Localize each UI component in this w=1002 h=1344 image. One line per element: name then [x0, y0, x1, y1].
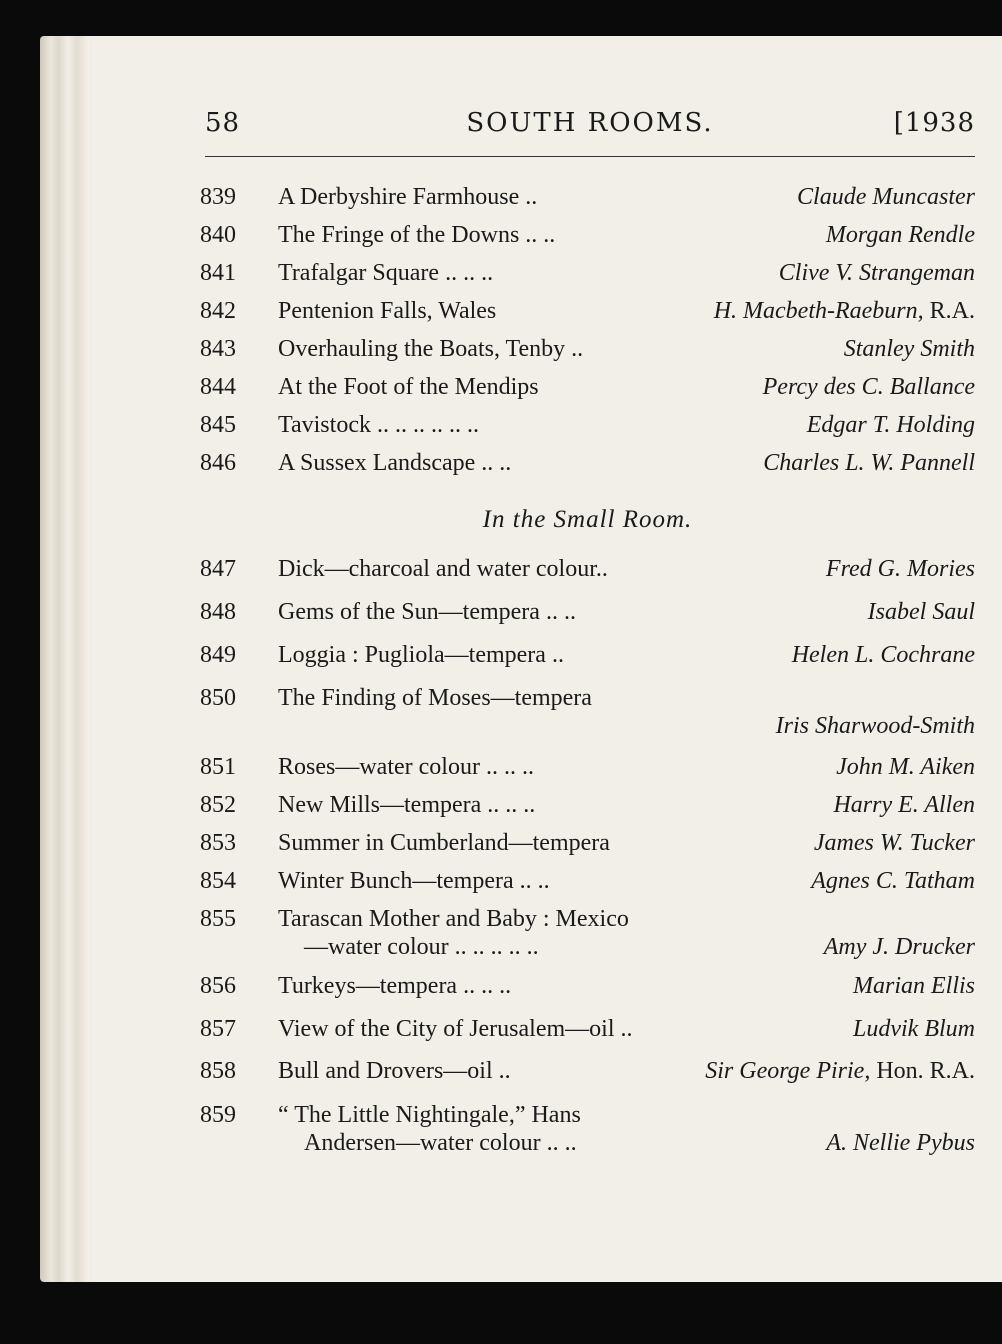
entry-number: 858: [200, 1058, 236, 1084]
entry-title: Dick—charcoal and water colour..: [278, 556, 608, 582]
entry-title: Turkeys—tempera .. .. ..: [278, 973, 512, 999]
entry-number: 842: [200, 298, 236, 324]
entry-artist: Iris Sharwood-Smith: [775, 713, 975, 739]
entry-number: 856: [200, 973, 236, 999]
entry-title: The Finding of Moses—tempera: [278, 685, 592, 711]
entry-title: Summer in Cumberland—tempera: [278, 830, 610, 856]
entry-artist: Sir George Pirie, Hon. R.A.: [705, 1058, 975, 1084]
entry-number: 847: [200, 556, 236, 582]
entry-number: 859: [200, 1102, 236, 1128]
entry-artist: Agnes C. Tatham: [811, 868, 975, 894]
page-header: [205, 108, 975, 148]
entry-artist: Edgar T. Holding: [806, 412, 975, 438]
entry-title: Overhauling the Boats, Tenby ..: [278, 336, 584, 362]
entry-number: 839: [200, 184, 236, 210]
entry-artist: A. Nellie Pybus: [826, 1130, 975, 1156]
entry-artist: Morgan Rendle: [825, 222, 975, 248]
entry-title: Winter Bunch—tempera .. ..: [278, 868, 550, 894]
header-rule: [205, 156, 975, 157]
entry-number: 853: [200, 830, 236, 856]
year-label: [1938: [893, 108, 975, 138]
entry-title: Bull and Drovers—oil ..: [278, 1058, 511, 1084]
entry-artist: Claude Muncaster: [797, 184, 975, 210]
entry-title: Gems of the Sun—tempera .. ..: [278, 599, 576, 625]
entry-artist: Amy J. Drucker: [823, 934, 975, 960]
entry-artist: Stanley Smith: [843, 336, 975, 362]
entry-title: New Mills—tempera .. .. ..: [278, 792, 536, 818]
entry-title: At the Foot of the Mendips: [278, 374, 539, 400]
entry-artist: Isabel Saul: [867, 599, 975, 625]
entry-title: Tarascan Mother and Baby : Mexico: [278, 906, 629, 932]
entry-artist: John M. Aiken: [836, 754, 975, 780]
entry-title: Tavistock .. .. .. .. .. ..: [278, 412, 479, 438]
entry-number: 852: [200, 792, 236, 818]
entry-artist: H. Macbeth-Raeburn, R.A.: [713, 298, 975, 324]
entry-number: 840: [200, 222, 236, 248]
entry-title: Roses—water colour .. .. ..: [278, 754, 534, 780]
entry-title: “ The Little Nightingale,” Hans: [278, 1102, 581, 1128]
entry-title-continued: —water colour .. .. .. .. ..: [304, 934, 539, 960]
page-number: 58: [205, 108, 241, 138]
entry-artist: Clive V. Strangeman: [778, 260, 975, 286]
entry-title: Trafalgar Square .. .. ..: [278, 260, 494, 286]
entry-number: 846: [200, 450, 236, 476]
entry-title: Loggia : Pugliola—tempera ..: [278, 642, 564, 668]
entry-number: 857: [200, 1016, 236, 1042]
entry-artist: Helen L. Cochrane: [791, 642, 975, 668]
entry-number: 841: [200, 260, 236, 286]
entry-title: The Fringe of the Downs .. ..: [278, 222, 556, 248]
section-heading: In the Small Room.: [482, 506, 693, 533]
entry-artist: Percy des C. Ballance: [762, 374, 975, 400]
entry-title-continued: Andersen—water colour .. ..: [304, 1130, 577, 1156]
entry-number: 851: [200, 754, 236, 780]
entry-title: View of the City of Jerusalem—oil ..: [278, 1016, 633, 1042]
entry-number: 849: [200, 642, 236, 668]
entry-number: 843: [200, 336, 236, 362]
entry-artist: James W. Tucker: [813, 830, 975, 856]
entry-number: 848: [200, 599, 236, 625]
entry-number: 845: [200, 412, 236, 438]
entry-number: 850: [200, 685, 236, 711]
entry-number: 855: [200, 906, 236, 932]
entry-artist: Harry E. Allen: [833, 792, 975, 818]
entry-title: A Derbyshire Farmhouse ..: [278, 184, 538, 210]
entry-number: 844: [200, 374, 236, 400]
entry-artist: Charles L. W. Pannell: [763, 450, 975, 476]
entry-artist: Marian Ellis: [852, 973, 975, 999]
entry-title: A Sussex Landscape .. ..: [278, 450, 512, 476]
entry-artist: Fred G. Mories: [825, 556, 975, 582]
entry-title: Pentenion Falls, Wales: [278, 298, 497, 324]
page-title: SOUTH ROOMS.: [466, 108, 714, 138]
entry-number: 854: [200, 868, 236, 894]
entry-artist: Ludvik Blum: [853, 1016, 975, 1042]
